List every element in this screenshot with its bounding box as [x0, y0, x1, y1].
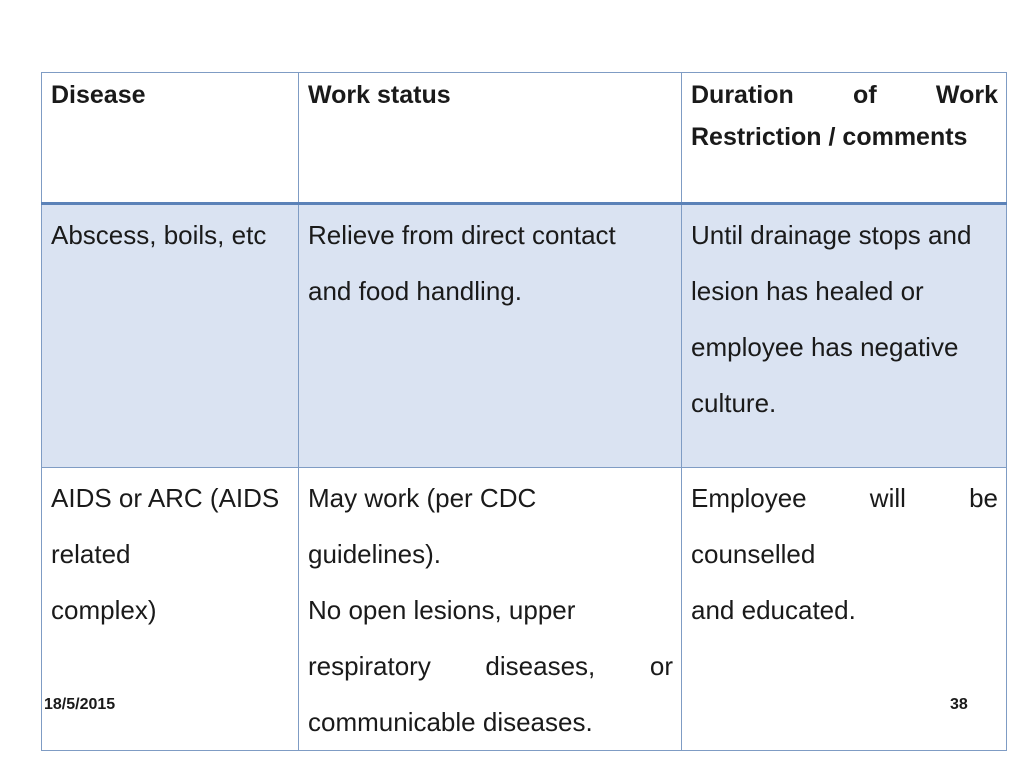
- cell-line-justified: [308, 638, 673, 694]
- header-word: of: [853, 81, 877, 109]
- table-row: [42, 468, 1007, 751]
- cell-line: and food handling.: [308, 276, 522, 306]
- cell-line: AIDS or ARC (AIDS: [51, 483, 280, 513]
- cell-line: counselled: [691, 539, 816, 569]
- footer-date: 18/5/2015: [44, 696, 116, 713]
- cell-line: Relieve from direct contact: [308, 220, 616, 250]
- cell-word: Employee: [691, 483, 807, 513]
- cell-duration: [682, 204, 1007, 468]
- header-duration: [682, 73, 1007, 204]
- cell-disease: Abscess, boils, etc: [42, 204, 299, 468]
- work-restriction-table: [41, 72, 1007, 751]
- header-work-status: Work status: [299, 73, 682, 204]
- cell-line: lesion has healed or: [691, 276, 924, 306]
- cell-line: No open lesions, upper: [308, 595, 576, 625]
- cell-line: related: [51, 539, 131, 569]
- table-row: [42, 204, 1007, 468]
- cell-line: May work (per CDC: [308, 483, 537, 513]
- cell-word: will: [869, 483, 906, 513]
- cell-word: respiratory: [308, 651, 431, 681]
- cell-work-status: [299, 468, 682, 751]
- cell-line-justified: [691, 470, 998, 526]
- cell-word: or: [649, 651, 673, 681]
- cell-word: diseases,: [485, 651, 596, 681]
- header-disease: Disease: [42, 73, 299, 204]
- header-duration-line2: Restriction / comments: [691, 123, 968, 151]
- cell-line: guidelines).: [308, 539, 441, 569]
- cell-line: Until drainage stops and: [691, 220, 972, 250]
- cell-word: be: [969, 483, 998, 513]
- header-word: Duration: [691, 81, 794, 109]
- cell-line: and educated.: [691, 595, 856, 625]
- header-word: Work: [935, 81, 998, 109]
- cell-line: employee has negative: [691, 332, 959, 362]
- cell-line: communicable diseases.: [308, 707, 593, 737]
- footer-page-number: 38: [950, 696, 968, 713]
- cell-line: culture.: [691, 388, 777, 418]
- header-duration-line1: [691, 74, 998, 116]
- cell-line: complex): [51, 595, 157, 625]
- cell-work-status: [299, 204, 682, 468]
- table-header-row: [42, 73, 1007, 204]
